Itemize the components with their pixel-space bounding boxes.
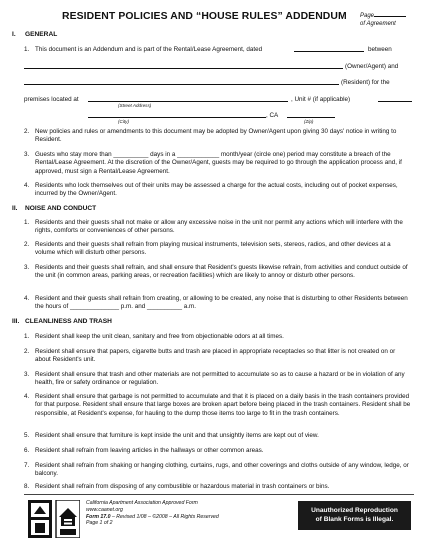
zip-field[interactable] (287, 117, 335, 118)
ca-label: , CA (266, 112, 279, 119)
footer-text (86, 500, 219, 527)
clean-5: 5. Resident shall ensure that furniture is kept inside the unit and that unsightly items are kept out of view. (24, 432, 319, 439)
city-field[interactable] (88, 117, 266, 118)
reproduction-warning-box (298, 501, 411, 530)
warning-line-1: Unauthorized Reproduction (311, 507, 398, 515)
footer-page-number: Page 1 of 2 (86, 520, 113, 527)
clean-4: 4. Resident shall ensure that garbage is not permitted to accumulate and that it is placed on a daily basis in the trash containers provided for that purpose. Resident shall ensure that large boxes are broken apart before being placed in the trash containers. Resident shall be responsible, at Resident's expense, for hauling to the dump those items too large to fit in the trash containers. (24, 393, 411, 417)
section-cleanliness-heading: III. CLEANLINESS AND TRASH (12, 318, 112, 325)
footer-website[interactable]: www.caanet.org (86, 506, 123, 513)
city-caption: (City) (118, 119, 129, 124)
general-3: 3. Guests who stay more than __________ days in a ____________ month/year (circle one) period may constitute a breach of the Rental/Lease Agreement. At the discretion of the Owner/Agent, guests may be required to go through the application process and, if approved, must sign a Rental/Lease Agreement. (24, 151, 402, 175)
noise-3: 3. Residents and their guests shall refrain, and shall ensure that Resident's guests likewise refrain, from activities and conduct outside of the unit (in common areas, parking areas, or recreation facilities) which are likely to annoy or disturb other persons. (24, 264, 408, 280)
agreement-date-field[interactable] (294, 51, 364, 52)
section-noise-heading: II. NOISE AND CONDUCT (12, 205, 97, 212)
owner-agent-label: (Owner/Agent) and (345, 63, 399, 70)
footer-divider (24, 494, 414, 495)
general-2: 2. New policies and rules or amendments to this document may be adopted by Owner/Agent upon giving 30 days' notice in writing to Resident. (24, 128, 397, 144)
resident-name-field[interactable] (24, 84, 339, 85)
street-address-field[interactable] (88, 101, 288, 102)
page-number-field[interactable] (374, 10, 406, 17)
clean-6: 6. Resident shall refrain from leaving articles in the hallways or other common areas. (24, 447, 264, 454)
clean-1: 1. Resident shall keep the unit clean, sanitary and free from objectionable odors at all times. (24, 333, 284, 340)
general-4: 4. Residents who lock themselves out of their units may be assessed a charge for the actual costs, including out of pocket expenses, incurred by the Owner/Agent. (24, 182, 398, 198)
noise-1: 1. Residents and their guests shall not make or allow any excessive noise in the unit nor permit any actions which will interfere with the rights, comforts or conveniences of other persons. (24, 219, 403, 235)
street-address-caption: (Street Address) (118, 103, 152, 108)
zip-caption: (Zip) (304, 119, 314, 124)
housing-logos-icon (28, 500, 80, 538)
footer-form-number: Form 17.0 (86, 513, 111, 520)
warning-line-2: of Blank Forms is Illegal. (315, 515, 394, 523)
general-1-number: 1. (24, 46, 30, 53)
clean-2: 2. Resident shall ensure that papers, cigarette butts and trash are placed in appropriate receptacles so that litter is not created on or about Resident's unit. (24, 348, 396, 364)
of-agreement-label: of Agreement (360, 21, 396, 27)
unit-label: , Unit # (if applicable) (291, 96, 351, 103)
clean-8: 8. Resident shall refrain from disposing of any combustible or hazardous material in trash containers or bins. (24, 483, 330, 490)
clean-3: 3. Resident shall ensure that trash and other materials are not permitted to accumulate so as to cause a hazard or be in violation of any health, fire or safety ordinance or regulation. (24, 371, 405, 387)
unit-number-field[interactable] (378, 101, 412, 102)
premises-label: premises located at (24, 96, 79, 103)
document-title: RESIDENT POLICIES AND “HOUSE RULES” ADDENDUM (62, 11, 347, 22)
section-general-heading: I. GENERAL (12, 31, 58, 38)
page-label: Page (360, 13, 375, 19)
footer-form-revision: – Revised 1/08 – ©2008 – All Rights Reserved (110, 513, 219, 520)
footer-association: California Apartment Association Approved Form (86, 500, 198, 506)
clean-7: 7. Resident shall refrain from shaking or hanging clothing, curtains, rugs, and other coverings and cloths outside of any window, ledge, or balcony. (24, 462, 409, 478)
noise-2: 2. Residents and their guests shall refrain from playing musical instruments, television sets, stereos, radios, and other devices at a volume which will disturb other persons. (24, 241, 391, 257)
between-label: between (368, 46, 392, 53)
resident-label: (Resident) for the (341, 79, 390, 86)
noise-4: 4. Resident and their guests shall refrain from creating, or allowing to be created, any noise that is disturbing to other Residents between the hours of ______________ p.m. and __________ a.m. (24, 295, 408, 311)
owner-agent-field[interactable] (24, 68, 343, 69)
general-1-lead: This document is an Addendum and is part of the Rental/Lease Agreement, dated (35, 46, 263, 53)
page-of-agreement (360, 10, 406, 28)
